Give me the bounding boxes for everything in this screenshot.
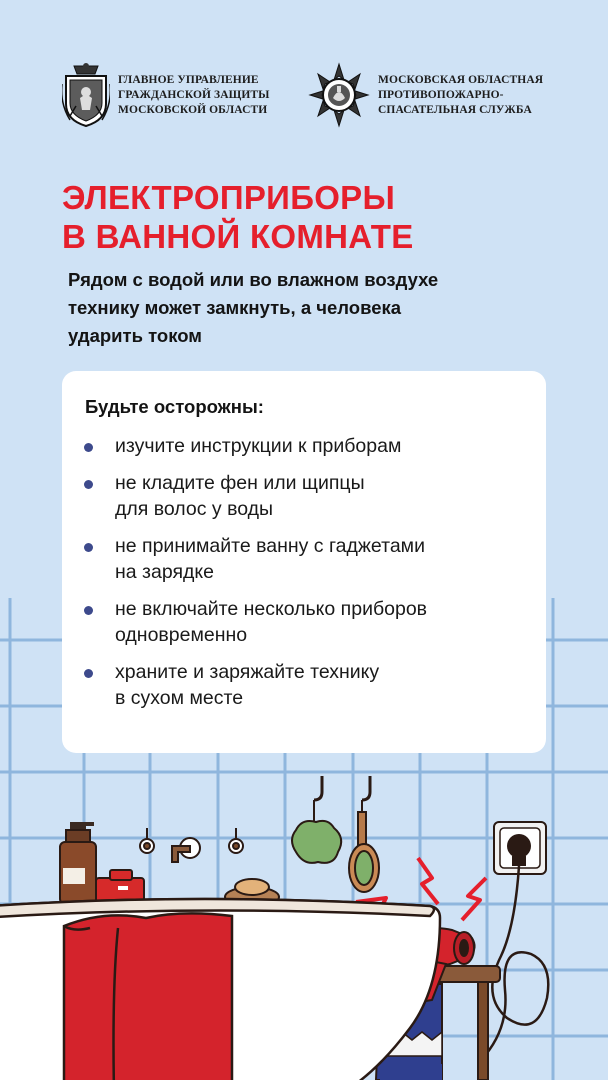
faucet-icon (140, 828, 243, 862)
tip-line: в сухом месте (115, 687, 244, 709)
tip-line: одновременно (115, 624, 248, 646)
org-right-line3: СПАСАТЕЛЬНАЯ СЛУЖБА (378, 103, 532, 116)
bullet-icon (84, 480, 93, 489)
tip-text (115, 596, 427, 648)
subtitle-line2: технику может замкнуть, а человека (68, 297, 402, 318)
org-right-name (378, 73, 543, 118)
tip-line: храните и заряжайте технику (115, 661, 380, 683)
tip-text (115, 433, 401, 459)
tip-text (115, 659, 379, 711)
fire-rescue-service-emblem-icon (308, 62, 370, 128)
card-heading: Будьте осторожны: (85, 396, 264, 417)
list-item (84, 596, 534, 648)
tip-line: на зарядке (115, 561, 214, 583)
list-item (84, 533, 534, 585)
loofah-sponge-icon (292, 800, 341, 863)
org-left-line1: ГЛАВНОЕ УПРАВЛЕНИЕ (118, 73, 259, 86)
list-item (84, 659, 534, 711)
bullet-icon (84, 543, 93, 552)
page-subtitle (68, 266, 438, 350)
power-cable (481, 866, 548, 1060)
moscow-oblast-coat-of-arms-icon (62, 62, 110, 128)
tip-line: для волос у воды (115, 498, 274, 520)
title-line1: ЭЛЕКТРОПРИБОРЫ (62, 179, 396, 216)
org-right-line2: ПРОТИВОПОЖАРНО- (378, 88, 504, 101)
org-left-name (118, 73, 270, 118)
tip-line: не принимайте ванну с гаджетами (115, 535, 425, 557)
wall-hooks (314, 776, 370, 800)
page-title (62, 178, 414, 256)
tip-line: не кладите фен или щипцы (115, 472, 365, 494)
tip-line: изучите инструкции к приборам (115, 435, 402, 457)
bullet-icon (84, 606, 93, 615)
tip-line: не включайте несколько приборов (115, 598, 428, 620)
bullet-icon (84, 669, 93, 678)
tips-list (84, 433, 534, 722)
list-item (84, 470, 534, 522)
org-right-line1: МОСКОВСКАЯ ОБЛАСТНАЯ (378, 73, 544, 86)
org-left-line3: МОСКОВСКОЙ ОБЛАСТИ (118, 103, 268, 116)
org-mo-pss (308, 62, 543, 128)
org-gu-gz-mo (62, 62, 270, 128)
subtitle-line1: Рядом с водой или во влажном воздухе (68, 269, 439, 290)
soap-bottle-icon (60, 822, 96, 904)
title-line2: В ВАННОЙ КОМНАТЕ (62, 218, 414, 255)
list-item (84, 433, 534, 459)
org-left-line2: ГРАЖДАНСКОЙ ЗАЩИТЫ (118, 88, 270, 101)
bullet-icon (84, 443, 93, 452)
tip-text (115, 533, 425, 585)
safety-tips-card (62, 371, 546, 753)
towel-icon (64, 913, 232, 1080)
tip-text (115, 470, 365, 522)
subtitle-line3: ударить током (68, 325, 202, 346)
